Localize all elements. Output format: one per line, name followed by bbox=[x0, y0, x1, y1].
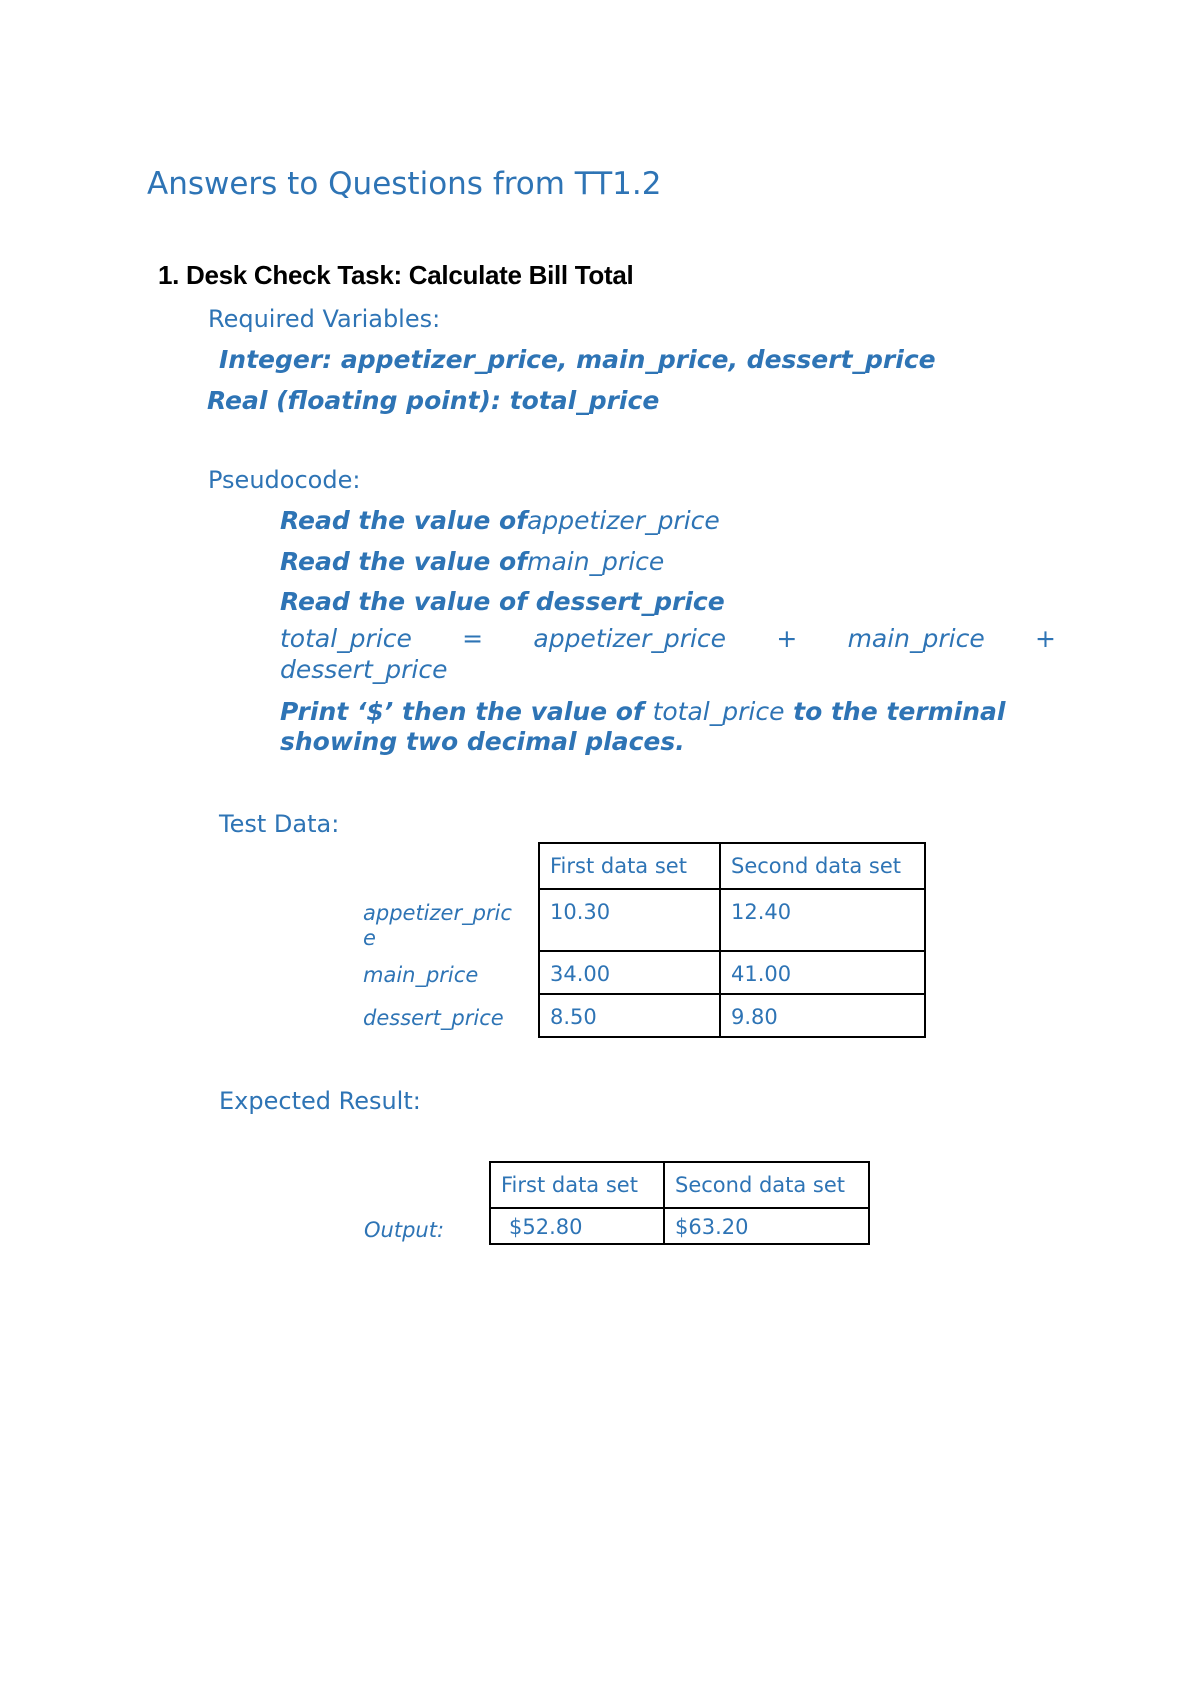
print-text-start: Print ‘$’ then the value of bbox=[280, 697, 653, 726]
assign-appetizer-price: appetizer_price bbox=[533, 624, 727, 653]
table-row bbox=[490, 1208, 869, 1244]
section-heading: 1. Desk Check Task: Calculate Bill Total bbox=[158, 260, 634, 290]
header-first-data-set: First data set bbox=[490, 1162, 664, 1208]
print-var-total: total_price bbox=[652, 697, 785, 726]
table-row bbox=[539, 994, 925, 1037]
assign-plus: + bbox=[1035, 624, 1056, 653]
pseudocode-var-main: main_price bbox=[527, 547, 665, 576]
main-second-value: 41.00 bbox=[720, 951, 925, 994]
assign-total-price: total_price bbox=[280, 624, 412, 653]
output-first-value: $52.80 bbox=[490, 1208, 664, 1244]
table-row bbox=[539, 951, 925, 994]
dessert-first-value: 8.50 bbox=[539, 994, 720, 1037]
test-data-table bbox=[538, 842, 926, 1038]
pseudocode-print-line bbox=[280, 697, 1006, 726]
table-row bbox=[539, 843, 925, 889]
pseudocode-line-read-dessert: Read the value of dessert_price bbox=[280, 587, 725, 616]
row-label-output: Output: bbox=[364, 1218, 445, 1242]
table-row bbox=[539, 889, 925, 951]
table-row bbox=[490, 1162, 869, 1208]
header-second-data-set: Second data set bbox=[664, 1162, 869, 1208]
pseudocode-read-text: Read the value of bbox=[280, 547, 528, 576]
test-data-label: Test Data: bbox=[219, 810, 340, 838]
expected-result-table bbox=[489, 1161, 870, 1245]
header-second-data-set: Second data set bbox=[720, 843, 925, 889]
output-second-value: $63.20 bbox=[664, 1208, 869, 1244]
expected-result-label: Expected Result: bbox=[219, 1087, 421, 1115]
pseudocode-line-read-main bbox=[280, 547, 664, 576]
appetizer-first-value: 10.30 bbox=[539, 889, 720, 951]
required-variables-label: Required Variables: bbox=[208, 305, 441, 333]
dessert-second-value: 9.80 bbox=[720, 994, 925, 1037]
assign-dessert-price: dessert_price bbox=[280, 655, 448, 684]
header-first-data-set: First data set bbox=[539, 843, 720, 889]
pseudocode-read-text: Read the value of bbox=[280, 506, 528, 535]
pseudocode-line-read-appetizer bbox=[280, 506, 720, 535]
assign-main-price: main_price bbox=[847, 624, 985, 653]
appetizer-second-value: 12.40 bbox=[720, 889, 925, 951]
pseudocode-print-line-2: showing two decimal places. bbox=[280, 727, 685, 756]
row-label-main-price: main_price bbox=[363, 963, 479, 987]
row-label-appetizer-price: appetizer_pric bbox=[363, 901, 512, 925]
row-label-appetizer-price-cont: e bbox=[363, 926, 376, 950]
print-text-end: to the terminal bbox=[784, 697, 1006, 726]
pseudocode-assignment-line bbox=[280, 624, 1056, 653]
assign-plus: + bbox=[776, 624, 798, 653]
real-variables-line: Real (floating point): total_price bbox=[207, 386, 660, 415]
integer-variables-line: Integer: appetizer_price, main_price, dessert_price bbox=[219, 345, 936, 374]
row-label-dessert-price: dessert_price bbox=[363, 1006, 504, 1030]
main-first-value: 34.00 bbox=[539, 951, 720, 994]
page-title: Answers to Questions from TT1.2 bbox=[147, 166, 662, 202]
assign-equals: = bbox=[462, 624, 484, 653]
pseudocode-var-appetizer: appetizer_price bbox=[527, 506, 720, 535]
pseudocode-label: Pseudocode: bbox=[208, 466, 361, 494]
